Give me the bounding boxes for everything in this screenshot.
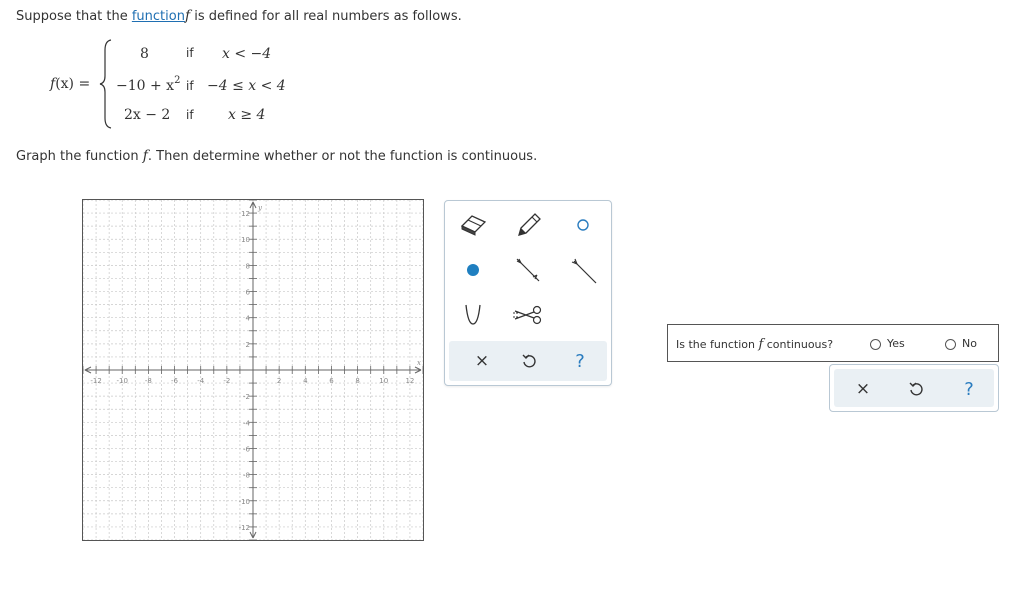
y-tick-label: 4 [245, 314, 250, 323]
x-tick-label: 8 [355, 377, 360, 385]
piece-3-expr: 2x − 2 [124, 107, 171, 123]
x-tick-label: 10 [379, 377, 389, 385]
function-link[interactable]: function [131, 9, 185, 24]
open-circle-icon [573, 215, 593, 235]
graph-function-name: f [142, 148, 148, 164]
x-tick-label: -6 [171, 377, 179, 385]
graph-instruction [16, 148, 537, 164]
yes-radio[interactable] [870, 339, 881, 350]
help-icon: ? [575, 350, 585, 372]
piece-1-if: if [186, 46, 194, 60]
lhs-f: f [50, 76, 56, 92]
piece-2-exponent: 2 [174, 75, 181, 86]
ray-tool[interactable] [563, 252, 603, 288]
x-axis-label: x [417, 359, 421, 367]
x-tick-label: -8 [144, 377, 152, 385]
question-text [676, 337, 833, 352]
answer-help-icon: ? [964, 378, 974, 400]
piece-2-cond: −4 ≤ x < 4 [207, 78, 286, 94]
scissors-tool[interactable] [508, 297, 548, 333]
segment-icon [513, 255, 543, 285]
no-radio[interactable] [945, 339, 956, 350]
pencil-icon [513, 211, 543, 239]
closed-circle-icon [463, 260, 483, 280]
eraser-tool[interactable] [453, 207, 493, 243]
y-tick-label: -2 [243, 393, 250, 402]
answer-undo-icon [908, 381, 924, 397]
y-tick-label: -8 [243, 471, 250, 480]
graph-instruction-end: . Then determine whether or not the function is continuous. [147, 149, 538, 164]
open-point-tool[interactable] [563, 207, 603, 243]
palette-footer [449, 341, 607, 381]
scissors-icon [511, 303, 545, 327]
lhs-rest: (x) = [55, 76, 91, 92]
piece-2-if: if [186, 79, 194, 93]
piecewise-lhs [50, 76, 90, 92]
question-function-name: f [758, 337, 764, 352]
parabola-icon [461, 302, 485, 328]
x-tick-label: 12 [405, 377, 415, 385]
y-tick-label: -4 [243, 419, 250, 428]
y-tick-label: -6 [243, 445, 250, 454]
help-button[interactable] [555, 341, 605, 381]
piece-2-expr [116, 75, 181, 94]
undo-icon [521, 353, 537, 369]
answer-clear-button[interactable] [838, 369, 888, 409]
piece-3-cond: x ≥ 4 [228, 107, 266, 123]
intro-text: Suppose that the [16, 9, 132, 24]
eraser-icon [458, 212, 488, 238]
y-tick-label: 2 [245, 340, 250, 349]
x-tick-label: 4 [303, 377, 308, 385]
answer-clear-icon: × [855, 379, 871, 399]
tool-palette [444, 200, 612, 386]
yes-label[interactable]: Yes [887, 337, 905, 350]
y-tick-label: -10 [238, 497, 250, 506]
segment-tool[interactable] [508, 252, 548, 288]
y-axis-label: y [258, 204, 262, 212]
graph-canvas[interactable] [82, 199, 424, 541]
piece-1-expr: 8 [140, 46, 149, 62]
y-tick-label: 12 [241, 210, 250, 219]
piecewise-brace [98, 38, 114, 130]
answer-undo-button[interactable] [891, 369, 941, 409]
x-tick-label: -10 [116, 377, 128, 385]
answer-help-button[interactable] [944, 369, 994, 409]
clear-icon: × [474, 351, 490, 371]
problem-intro [16, 8, 462, 24]
x-tick-label: -2 [223, 377, 231, 385]
piece-3-if: if [186, 108, 194, 122]
graph-instruction-text: Graph the function [16, 149, 143, 164]
clear-button[interactable] [457, 341, 507, 381]
continuity-question [667, 324, 999, 362]
intro-text-end: is defined for all real numbers as follows. [190, 9, 462, 24]
piece-2-base: −10 + x [116, 78, 175, 94]
undo-button[interactable] [504, 341, 554, 381]
closed-point-tool[interactable] [453, 252, 493, 288]
parabola-tool[interactable] [453, 297, 493, 333]
piece-1-cond: x < −4 [222, 46, 272, 62]
y-tick-label: 6 [245, 288, 250, 297]
pencil-tool[interactable] [508, 207, 548, 243]
y-tick-label: -12 [238, 523, 250, 532]
no-label[interactable]: No [962, 337, 977, 350]
coordinate-grid[interactable] [83, 200, 423, 540]
y-tick-label: 8 [245, 262, 250, 271]
x-tick-label: 2 [276, 377, 282, 385]
question-text-start: Is the function [676, 338, 759, 351]
function-name: f [184, 8, 191, 24]
answer-footer [834, 369, 994, 407]
y-tick-label: 10 [241, 236, 250, 245]
question-text-end: continuous? [763, 338, 834, 351]
ray-icon [568, 255, 598, 285]
x-tick-label: -12 [90, 377, 102, 385]
x-tick-label: 6 [329, 377, 334, 385]
x-tick-label: -4 [197, 377, 205, 385]
answer-panel [829, 364, 999, 412]
